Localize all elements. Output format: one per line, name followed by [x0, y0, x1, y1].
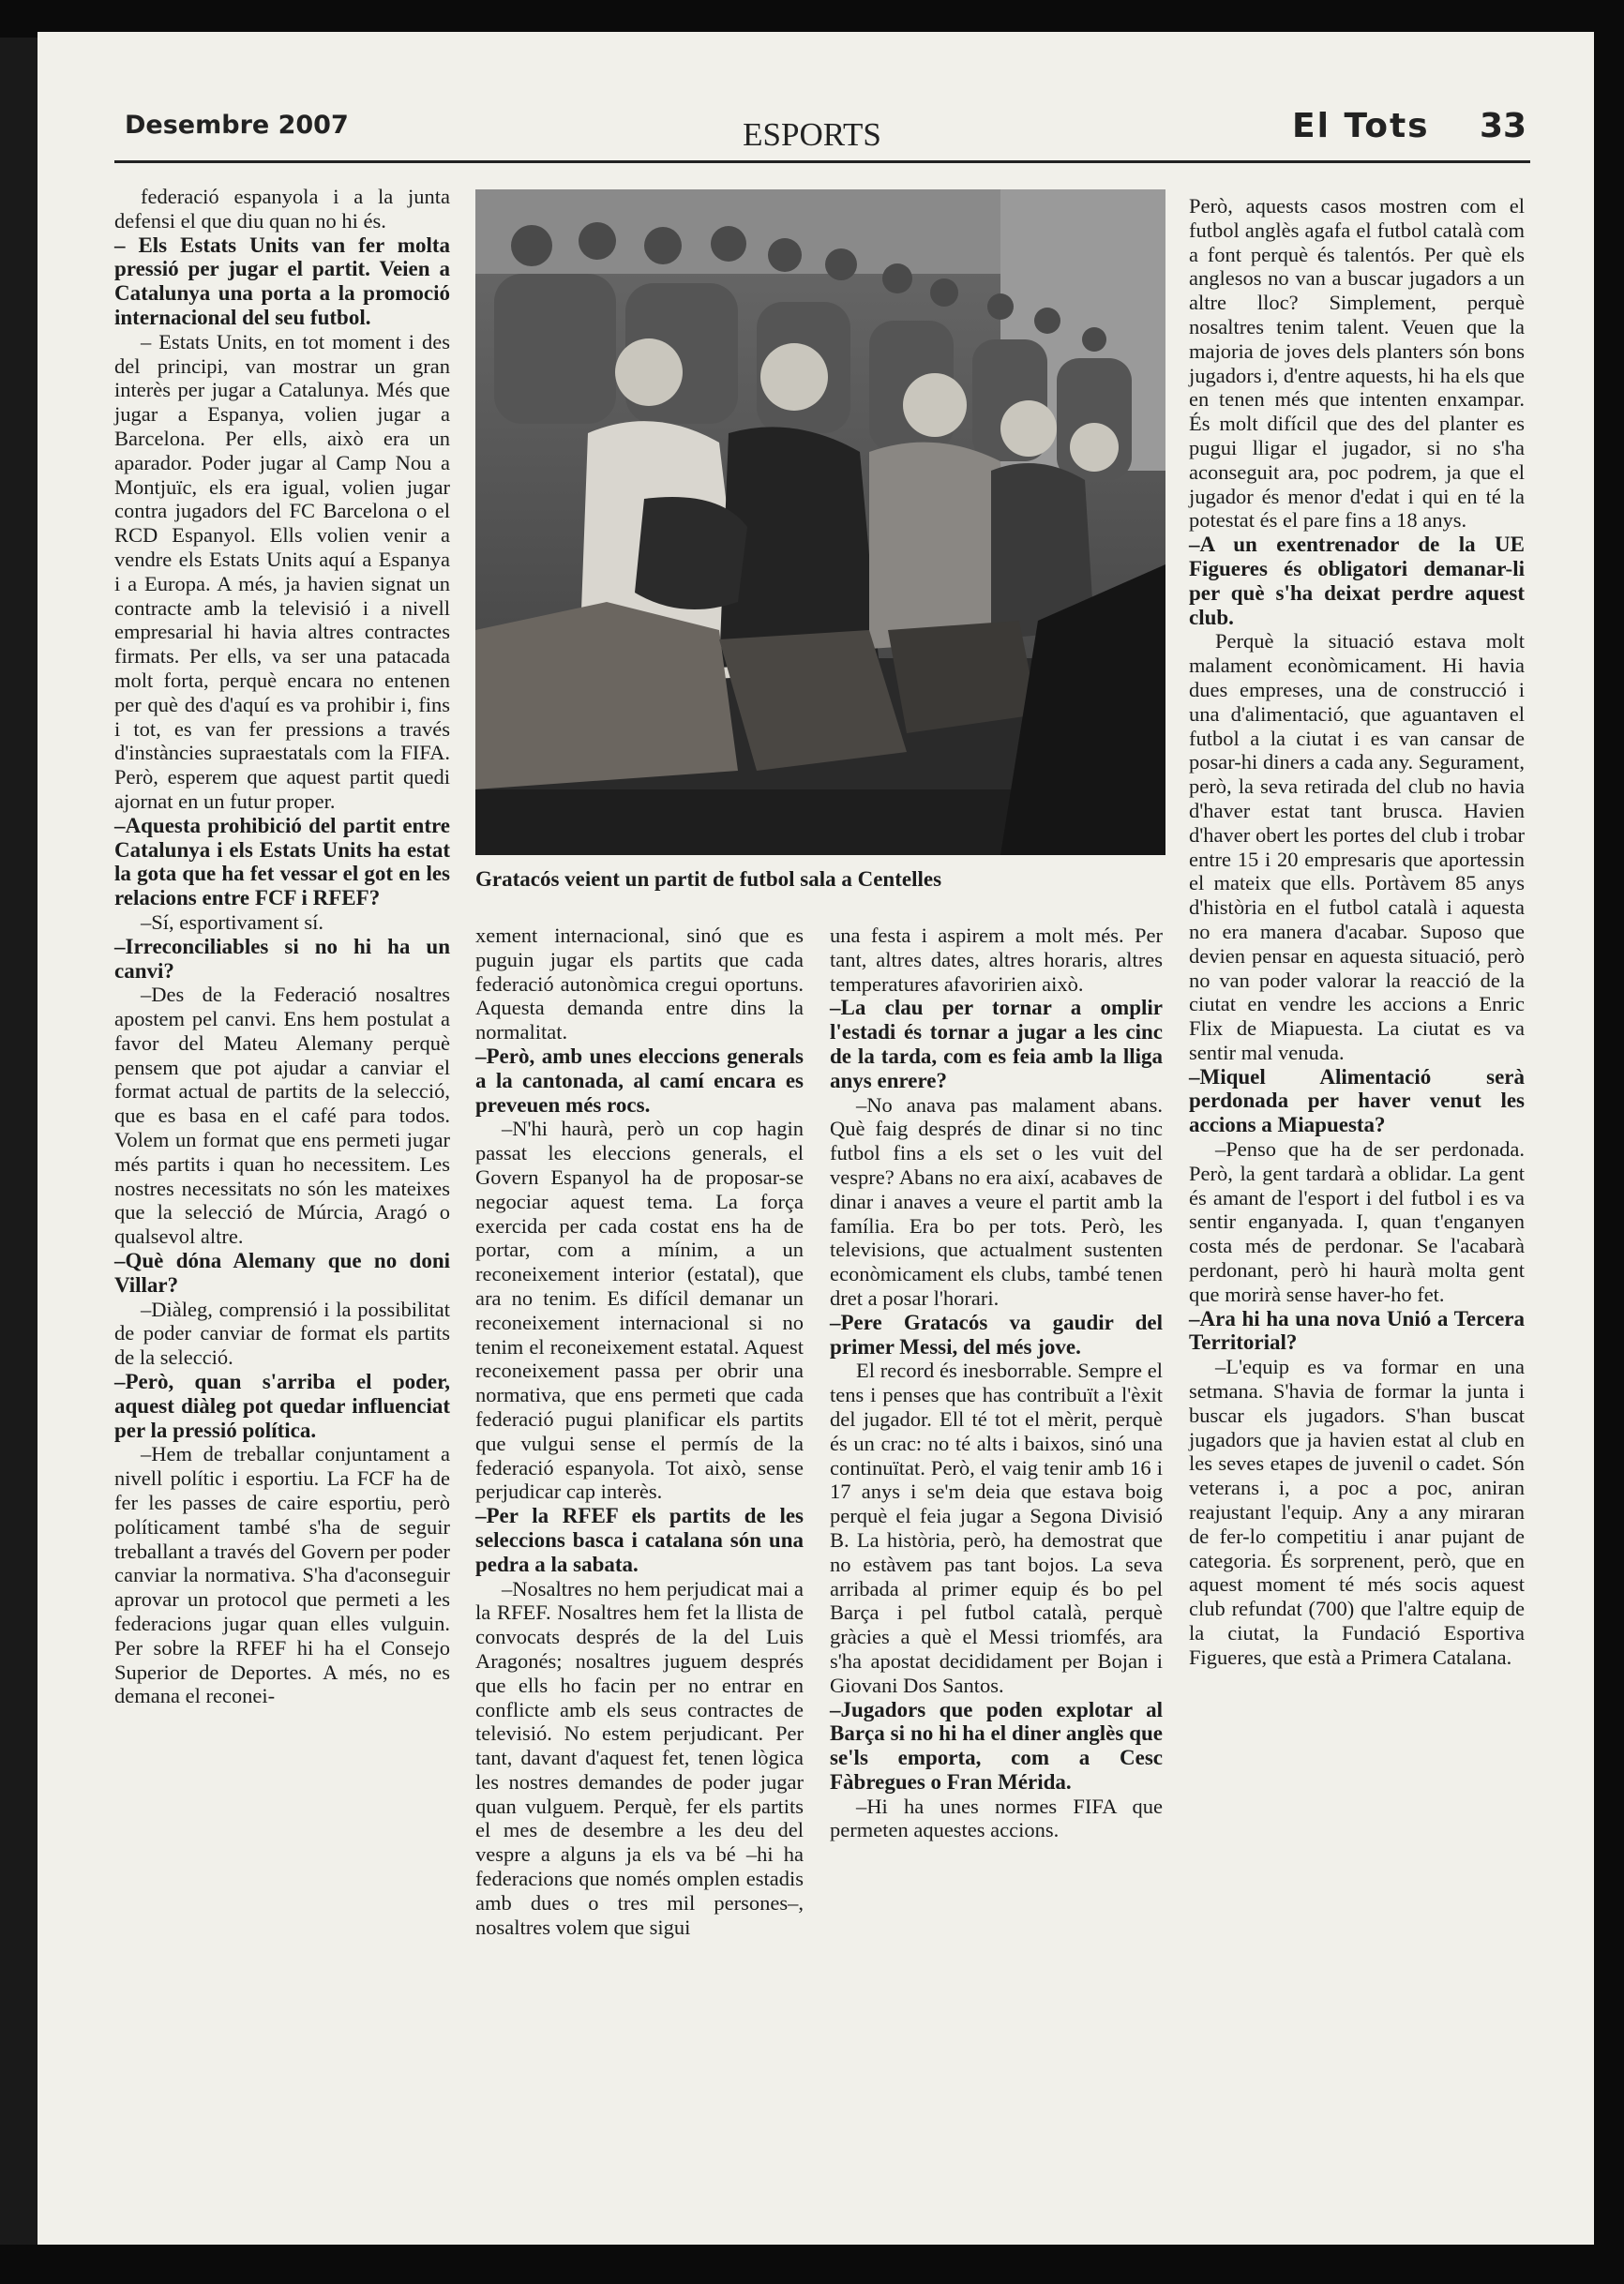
interview-answer: –Penso que ha de ser perdonada. Però, la gent tardarà a oblidar. La gent és amant de l'esport i del futbol i es va sentir enganyada. I, quan t'enganyen costa més de perdonar. Se l'acabarà perdonant, però hi haurà molta gent que morirà sense haver-ho fet. [1189, 1137, 1525, 1306]
interview-answer: –L'equip es va formar en una setmana. S'havia de formar la junta i buscar els jugadors. S'han buscat jugadors que ja havien estat al club en les seves etapes de juvenil o cadet. Són veterans i, a poc a poc, aniran reajustant l'equip. Any a any miraran de fer-lo competitiu i anar pujant de categoria. És sorprenent, però, que en aquest moment té més socis aquest club refundat (700) que l'altre equip de la ciutat, la Fundació Esportiva Figueres, que està a Primera Catalana. [1189, 1355, 1525, 1669]
interview-question: –Aquesta prohibició del partit entre Catalunya i els Estats Units ha estat la gota que ha fet vessar el got en les relacions entre FCF i RFEF? [114, 813, 450, 910]
interview-answer: una festa i aspirem a molt més. Per tant, altres dates, altres horaris, altres temperatures afavoririen això. [830, 924, 1163, 996]
interview-answer: xement internacional, sinó que es puguin jugar els partits que cada federació autonòmica cregui oportuns. Aquesta demanda entre dins la normalitat. [475, 924, 804, 1044]
article-column-1 [114, 185, 450, 1708]
interview-answer: federació espanyola i a la junta defensi el que diu quan no hi és. [114, 185, 450, 233]
photo-caption: Gratacós veient un partit de futbol sala a Centelles [475, 867, 942, 891]
interview-answer: –Des de la Federació nosaltres apostem pel canvi. Ens hem postulat a favor del Mateu Alemany perquè pensem que pot ajudar a canviar el format actual de partits de la selecció, que es basa en el café para todos. Volem un format que ens permeti jugar més partits i quan ho necessitem. Les nostres necessitats no són les mateixes que la selecció de Múrcia, Aragó o qualsevol altre. [114, 983, 450, 1249]
interview-question: –A un exentrenador de la UE Figueres és obligatori demanar-li per què s'ha deixat perdre aquest club. [1189, 533, 1525, 629]
interview-question: –Però, quan s'arriba el poder, aquest diàleg pot quedar influenciat per la pressió política. [114, 1370, 450, 1442]
interview-answer: –No anava pas malament abans. Què faig després de dinar si no tinc futbol fins a els set o les vuit del vespre? Abans no era així, acabaves de dinar i anaves a veure el partit amb la família. Era bo per tots. Però, les televisions, que actualment sustenten econòmicament els clubs, també tenen dret a posar l'horari. [830, 1092, 1163, 1310]
interview-question: –Què dóna Alemany que no doni Villar? [114, 1249, 450, 1297]
interview-answer: –Hem de treballar conjuntament a nivell polític i esportiu. La FCF ha de fer les passes de caire esportiu, però políticament també s'ha de seguir treballant a través del Govern per poder canviar la normativa. S'ha d'aconseguir aprovar un protocol que permeti a les federacions jugar quan elles vulguin. Per sobre la RFEF hi ha el Consejo Superior de Deportes. A més, no es demana el reconei- [114, 1442, 450, 1708]
interview-question: –Jugadors que poden explotar al Barça si no hi ha el diner anglès que se'ls emporta, com a Cesc Fàbregues o Fran Mérida. [830, 1697, 1163, 1794]
header-rule [114, 160, 1530, 163]
article-photo [475, 189, 1165, 855]
interview-question: –Ara hi ha una nova Unió a Tercera Territorial? [1189, 1306, 1525, 1355]
interview-question: – Els Estats Units van fer molta pressió per jugar el partit. Veien a Catalunya una porta a la promoció internacional del seu futbol. [114, 233, 450, 329]
interview-question: –Per la RFEF els partits de les seleccions basca i catalana són una pedra a la sabata. [475, 1504, 804, 1576]
article-column-3 [830, 924, 1163, 1842]
article-column-4 [1189, 194, 1525, 1670]
article-column-2 [475, 924, 804, 1939]
issue-date: Desembre 2007 [125, 111, 349, 140]
crowd-photo-illustration [475, 189, 1165, 855]
interview-answer: –N'hi haurà, però un cop hagin passat les eleccions generals, el Govern Espanyol ha de proposar-se negociar aquest tema. La força exercida per cada costat ens ha de portar, com a mínim, a un reconeixement interior (estatal), que ara no tenim. Es difícil demanar un reconeixement internacional si no tenim el reconeixement estatal. Aquest reconeixement passa per obrir una normativa, que ens permeti que cada federació pugui planificar els partits que vulgui sense el permís de la federació espanyola. Tot això, sense perjudicar cap interès. [475, 1117, 804, 1504]
interview-answer: –Diàleg, comprensió i la possibilitat de poder canviar de format els partits de la selecció. [114, 1297, 450, 1370]
interview-answer: Perquè la situació estava molt malament econòmicament. Hi havia dues empreses, una de construcció i una d'alimentació, que aguantaven el futbol a la ciutat i es van cansar de posar-hi diners a cada any. Segurament, però, la seva retirada del club no havia d'haver estat tant brusca. Havien d'haver obert les portes del club i trobar entre 15 i 20 empresaris que aportessin el mateix que ells. Portàvem 85 anys d'història en el futbol català i aquesta no era manera d'acabar. Suposo que devien pensar en aquesta situació, però no van poder valorar la reacció de la ciutat en vendre les accions a Enric Flix de Miapuesta. La ciutat es va sentir mal venuda. [1189, 629, 1525, 1064]
interview-question: –Miquel Alimentació serà perdonada per haver venut les accions a Miapuesta? [1189, 1064, 1525, 1137]
interview-question: –Irreconciliables si no hi ha un canvi? [114, 934, 450, 983]
interview-answer: Però, aquests casos mostren com el futbol anglès agafa el futbol català com a font perquè és talentós. Per què els anglesos no van a buscar jugadors a un altre lloc? Simplement, perquè nosaltres tenim talent. Veuen que la majoria de joves dels planters són bons jugadors i, d'entre aquests, hi ha els que en tenen més que intenten enxampar. És molt difícil que des del planter es pugui lligar el jugador, si no s'ha aconseguit ara, poc podrem, ja que el jugador és menor d'edat i qui en té la potestat és el pare fins a 18 anys. [1189, 194, 1525, 533]
interview-question: –Pere Gratacós va gaudir del primer Messi, del més jove. [830, 1310, 1163, 1359]
interview-question: –La clau per tornar a omplir l'estadi és tornar a jugar a les cinc de la tarda, com es feia amb la lliga anys enrere? [830, 996, 1163, 1092]
interview-question: –Però, amb unes eleccions generals a la cantonada, al camí encara es preveuen més rocs. [475, 1044, 804, 1117]
interview-answer: –Nosaltres no hem perjudicat mai a la RFEF. Nosaltres hem fet la llista de convocats després de la del Luis Aragonés; nosaltres juguem després que ells ho facin per no entrar en conflicte amb els seus contractes de televisió. No estem perjudicant. Per tant, davant d'aquest fet, tenen lògica les nostres demandes de poder jugar quan vulguem. Perquè, fer els partits el mes de desembre a les deu del vespre a alguns ja els va bé –hi ha federacions que només omplen estadis amb dues o tres mil persones–, nosaltres volem que sigui [475, 1576, 804, 1939]
interview-answer: – Estats Units, en tot moment i des del principi, van mostrar un gran interès per jugar a Catalunya. Més que jugar a Espanya, volien jugar a Barcelona. Per ells, això era un aparador. Poder jugar al Camp Nou a Montjuïc, els era igual, volien jugar contra jugadors del FC Barcelona o el RCD Espanyol. Ells volien venir a vendre els Estats Units aquí a Espanya i a Europa. A més, ja havien signat un contracte amb la televisió i a nivell empresarial hi havia altres contractes firmats. Per ells, va ser una patacada molt forta, perquè encara no entenen per què des d'aquí es va prohibir i, fins i tot, es van fer pressions a través d'instàncies supraestatals com la FIFA. Però, esperem que aquest partit quedi ajornat en un futur proper. [114, 329, 450, 813]
publication-name: El Tots [1292, 107, 1430, 145]
scan-border-bottom [0, 2245, 1624, 2284]
interview-answer: El record és inesborrable. Sempre el tens i penses que has contribuït a l'èxit del jugador. Ell té tot el mèrit, perquè és un crac: no té alts i baixos, sinó una continuïtat. Però, el vaig tenir amb 16 i 17 anys i se'm deia que estava boig perquè el feia jugar a Segona Divisió B. La història, però, ha demostrat que no estàvem pas tant bojos. La seva arribada al primer equip és bo pel Barça i pel futbol català, perquè gràcies a què el Messi triomfés, ara s'ha apostat decididament per Bojan i Giovani Dos Santos. [830, 1359, 1163, 1697]
page-number: 33 [1480, 107, 1527, 145]
interview-answer: –Sí, esportivament sí. [141, 909, 323, 934]
interview-answer: –Hi ha unes normes FIFA que permeten aquestes accions. [830, 1794, 1163, 1842]
section-title: ESPORTS [743, 116, 881, 153]
